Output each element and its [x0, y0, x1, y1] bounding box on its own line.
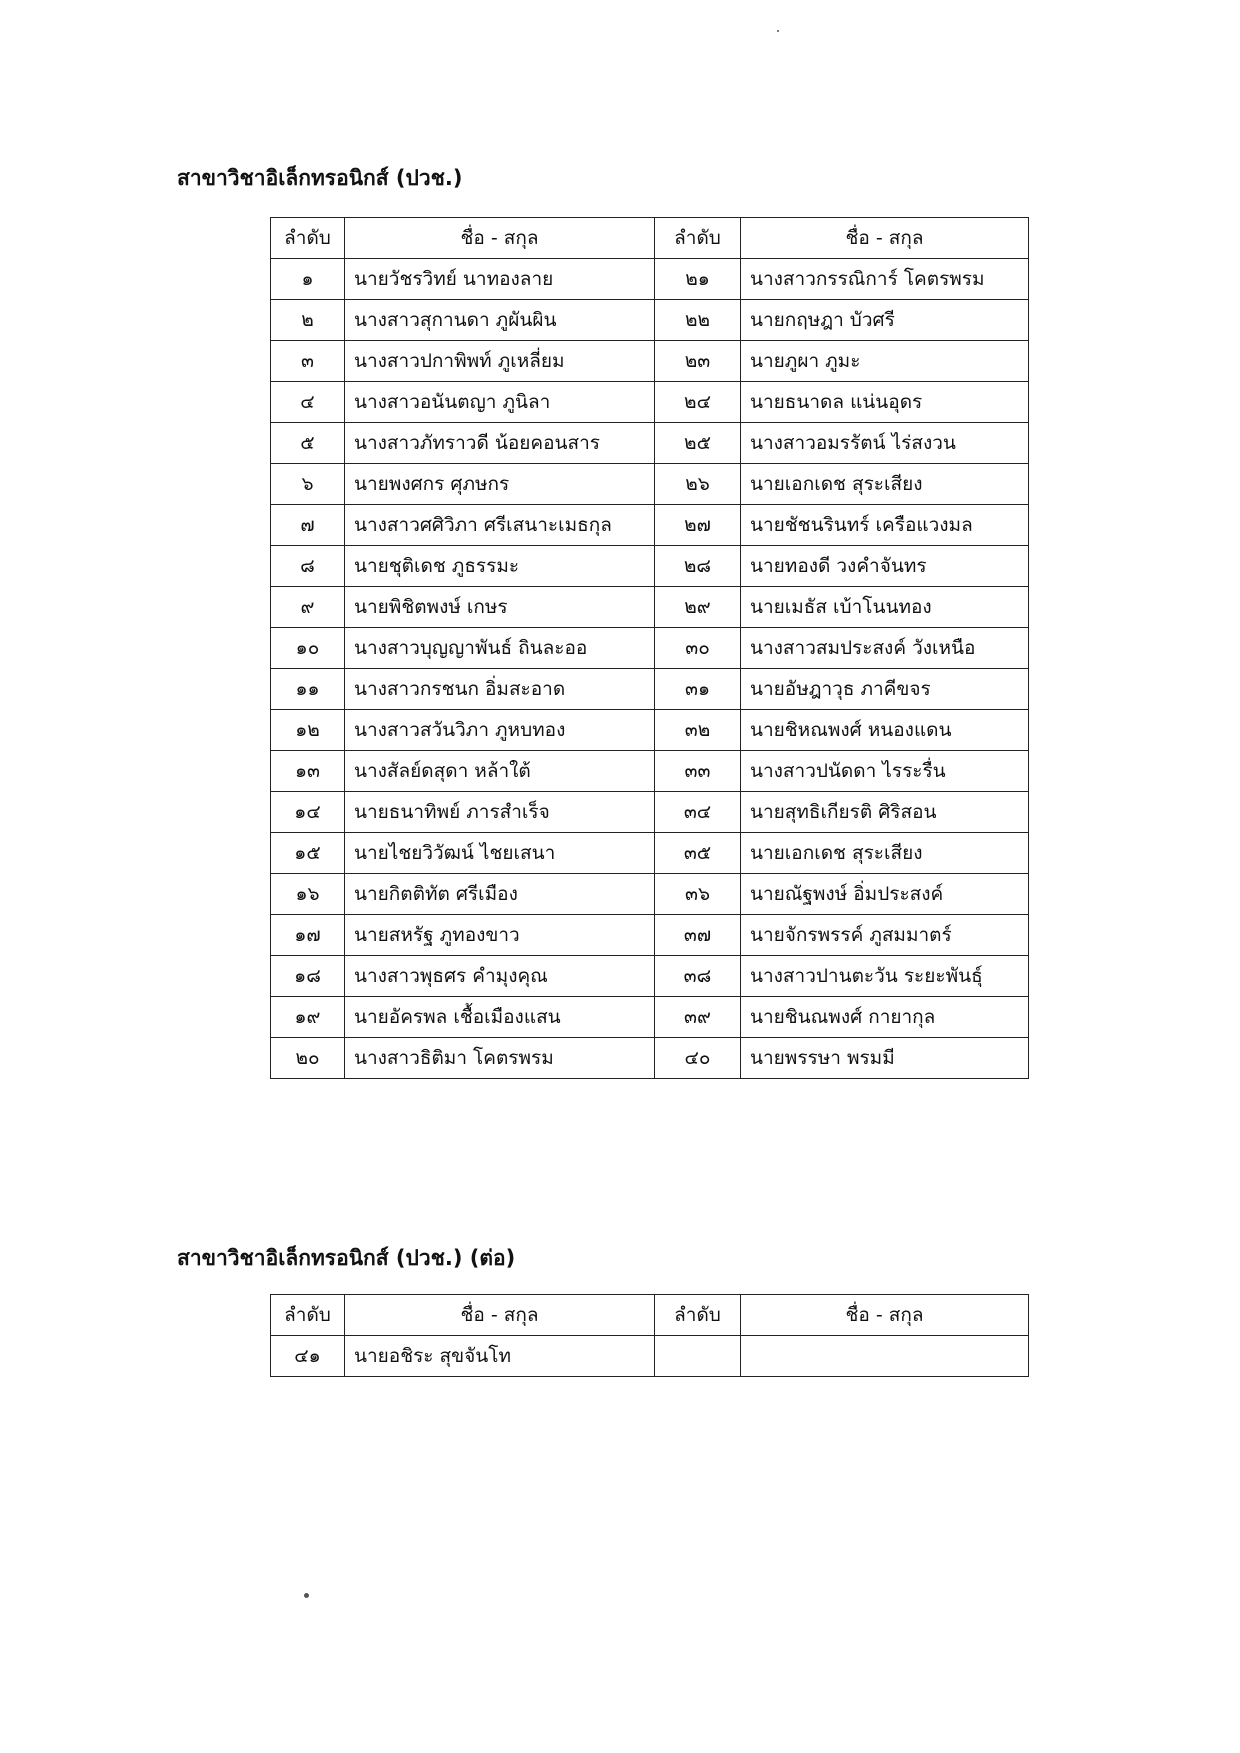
student-name-cell: นางสาวสุกานดา ภูผันผิน [345, 300, 655, 341]
scan-speck [304, 1593, 309, 1598]
student-name-cell: นายสุทธิเกียรติ ศิริสอน [741, 792, 1029, 833]
student-name-cell: นางสาวสมประสงค์ วังเหนือ [741, 628, 1029, 669]
student-name-cell: นายจักรพรรค์ ภูสมมาตร์ [741, 915, 1029, 956]
student-name-cell: นางสาวกรชนก อิ่มสะอาด [345, 669, 655, 710]
student-name-cell: นายภูผา ภูมะ [741, 341, 1029, 382]
order-number-cell: ๓๐ [655, 628, 741, 669]
student-name-cell: นายสหรัฐ ภูทองขาว [345, 915, 655, 956]
student-name-cell: นายธนาทิพย์ ภารสำเร็จ [345, 792, 655, 833]
order-number-cell: ๑๓ [271, 751, 345, 792]
column-header-name: ชื่อ - สกุล [741, 218, 1029, 259]
student-name-cell: นายอัษฎาวุธ ภาคีขจร [741, 669, 1029, 710]
column-header-order: ลำดับ [655, 1295, 741, 1336]
student-name-cell: นายไชยวิวัฒน์ ไชยเสนา [345, 833, 655, 874]
student-name-cell: นายทองดี วงคำจันทร [741, 546, 1029, 587]
table-row [271, 423, 1029, 464]
student-name-cell: นายวัชรวิทย์ นาทองลาย [345, 259, 655, 300]
table-body [271, 1336, 1029, 1377]
student-name-cell: นายชัชนรินทร์ เครือแวงมล [741, 505, 1029, 546]
student-name-cell: นางสาวบุญญาพันธ์ ถินละออ [345, 628, 655, 669]
student-name-cell: นางสาวภัทราวดี น้อยคอนสาร [345, 423, 655, 464]
order-number-cell: ๔๑ [271, 1336, 345, 1377]
student-name-cell: นายณัฐพงษ์ อิ่มประสงค์ [741, 874, 1029, 915]
order-number-cell: ๒๓ [655, 341, 741, 382]
order-number-cell: ๑๗ [271, 915, 345, 956]
table-row [271, 751, 1029, 792]
student-name-cell: นางสาวอมรรัตน์ ไร่สงวน [741, 423, 1029, 464]
student-name-cell: นางสาวปนัดดา ไรระรื่น [741, 751, 1029, 792]
section-heading: สาขาวิชาอิเล็กทรอนิกส์ (ปวช.) [177, 166, 463, 190]
order-number-cell: ๒๖ [655, 464, 741, 505]
order-number-cell: ๒๒ [655, 300, 741, 341]
table-row [271, 669, 1029, 710]
table-row [271, 792, 1029, 833]
order-number-cell: ๑๐ [271, 628, 345, 669]
table-header-row [271, 218, 1029, 259]
table-row [271, 464, 1029, 505]
table-row [271, 259, 1029, 300]
order-number-cell: ๒๗ [655, 505, 741, 546]
section-heading-continued: สาขาวิชาอิเล็กทรอนิกส์ (ปวช.) (ต่อ) [177, 1246, 516, 1270]
order-number-cell: ๒๑ [655, 259, 741, 300]
table-row [271, 587, 1029, 628]
student-name-cell: นายธนาดล แน่นอุดร [741, 382, 1029, 423]
order-number-cell: ๖ [271, 464, 345, 505]
column-header-name: ชื่อ - สกุล [741, 1295, 1029, 1336]
table-row [271, 341, 1029, 382]
order-number-cell: ๔๐ [655, 1038, 741, 1079]
student-name-cell: นายพงศกร ศุภษกร [345, 464, 655, 505]
student-name-cell: นางสัลย์ดสุดา หล้าใต้ [345, 751, 655, 792]
student-name-cell: นายชุติเดช ภูธรรมะ [345, 546, 655, 587]
table-header [271, 1295, 1029, 1336]
order-number-cell: ๓ [271, 341, 345, 382]
table-row [271, 382, 1029, 423]
order-number-cell: ๑๖ [271, 874, 345, 915]
table-row [271, 833, 1029, 874]
student-name-cell: นายเอกเดช สุระเสียง [741, 833, 1029, 874]
student-name-cell: นางสาวศศิวิภา ศรีเสนาะเมธกุล [345, 505, 655, 546]
order-number-cell: ๓๔ [655, 792, 741, 833]
student-name-cell: นางสาวปกาพิพท์ ภูเหลี่ยม [345, 341, 655, 382]
order-number-cell: ๙ [271, 587, 345, 628]
order-number-cell: ๒๙ [655, 587, 741, 628]
order-number-cell: ๓๗ [655, 915, 741, 956]
table-row [271, 1038, 1029, 1079]
table-row [271, 956, 1029, 997]
student-name-cell: นายกิตติทัต ศรีเมือง [345, 874, 655, 915]
column-header-order: ลำดับ [655, 218, 741, 259]
table-row [271, 710, 1029, 751]
student-name-cell: นางสาวสวันวิภา ภูหบทอง [345, 710, 655, 751]
student-name-cell: นายพรรษา พรมมี [741, 1038, 1029, 1079]
column-header-name: ชื่อ - สกุล [345, 1295, 655, 1336]
column-header-order: ลำดับ [271, 218, 345, 259]
order-number-cell: ๓๓ [655, 751, 741, 792]
student-name-cell [741, 1336, 1029, 1377]
student-name-cell: นางสาวอนันตญา ภูนิลา [345, 382, 655, 423]
table-header [271, 218, 1029, 259]
order-number-cell: ๒๐ [271, 1038, 345, 1079]
order-number-cell: ๗ [271, 505, 345, 546]
order-number-cell: ๑๑ [271, 669, 345, 710]
order-number-cell: ๑๕ [271, 833, 345, 874]
column-header-order: ลำดับ [271, 1295, 345, 1336]
order-number-cell: ๓๕ [655, 833, 741, 874]
column-header-name: ชื่อ - สกุล [345, 218, 655, 259]
order-number-cell: ๑๒ [271, 710, 345, 751]
table-row [271, 997, 1029, 1038]
order-number-cell [655, 1336, 741, 1377]
table-row [271, 915, 1029, 956]
order-number-cell: ๓๑ [655, 669, 741, 710]
student-name-cell: นางสาวพุธศร คำมุงคุณ [345, 956, 655, 997]
order-number-cell: ๒๕ [655, 423, 741, 464]
order-number-cell: ๓๙ [655, 997, 741, 1038]
student-name-cell: นางสาวปานตะวัน ระยะพันธุ์ [741, 956, 1029, 997]
table-row [271, 874, 1029, 915]
table-row [271, 300, 1029, 341]
student-roster-table-continued [270, 1294, 1029, 1377]
order-number-cell: ๓๘ [655, 956, 741, 997]
order-number-cell: ๒ [271, 300, 345, 341]
student-name-cell: นางสาวกรรณิการ์ โคตรพรม [741, 259, 1029, 300]
order-number-cell: ๓๖ [655, 874, 741, 915]
student-name-cell: นายอชิระ สุขจันโท [345, 1336, 655, 1377]
scan-speck [777, 30, 779, 32]
order-number-cell: ๑๙ [271, 997, 345, 1038]
order-number-cell: ๑ [271, 259, 345, 300]
table-row [271, 1336, 1029, 1377]
order-number-cell: ๑๔ [271, 792, 345, 833]
student-name-cell: นายชิหณพงศ์ หนองแดน [741, 710, 1029, 751]
table-row [271, 628, 1029, 669]
order-number-cell: ๒๘ [655, 546, 741, 587]
order-number-cell: ๘ [271, 546, 345, 587]
student-name-cell: นายเมธัส เบ้าโนนทอง [741, 587, 1029, 628]
student-roster-table [270, 217, 1029, 1079]
order-number-cell: ๔ [271, 382, 345, 423]
order-number-cell: ๒๔ [655, 382, 741, 423]
student-name-cell: นายอัครพล เชื้อเมืองแสน [345, 997, 655, 1038]
student-name-cell: นายเอกเดช สุระเสียง [741, 464, 1029, 505]
table-header-row [271, 1295, 1029, 1336]
order-number-cell: ๑๘ [271, 956, 345, 997]
table-row [271, 546, 1029, 587]
order-number-cell: ๕ [271, 423, 345, 464]
table-body [271, 259, 1029, 1079]
student-name-cell: นายกฤษฎา บัวศรี [741, 300, 1029, 341]
student-name-cell: นายพิชิตพงษ์ เกษร [345, 587, 655, 628]
table-row [271, 505, 1029, 546]
student-name-cell: นางสาวธิติมา โคตรพรม [345, 1038, 655, 1079]
student-name-cell: นายชินณพงศ์ กายากุล [741, 997, 1029, 1038]
order-number-cell: ๓๒ [655, 710, 741, 751]
